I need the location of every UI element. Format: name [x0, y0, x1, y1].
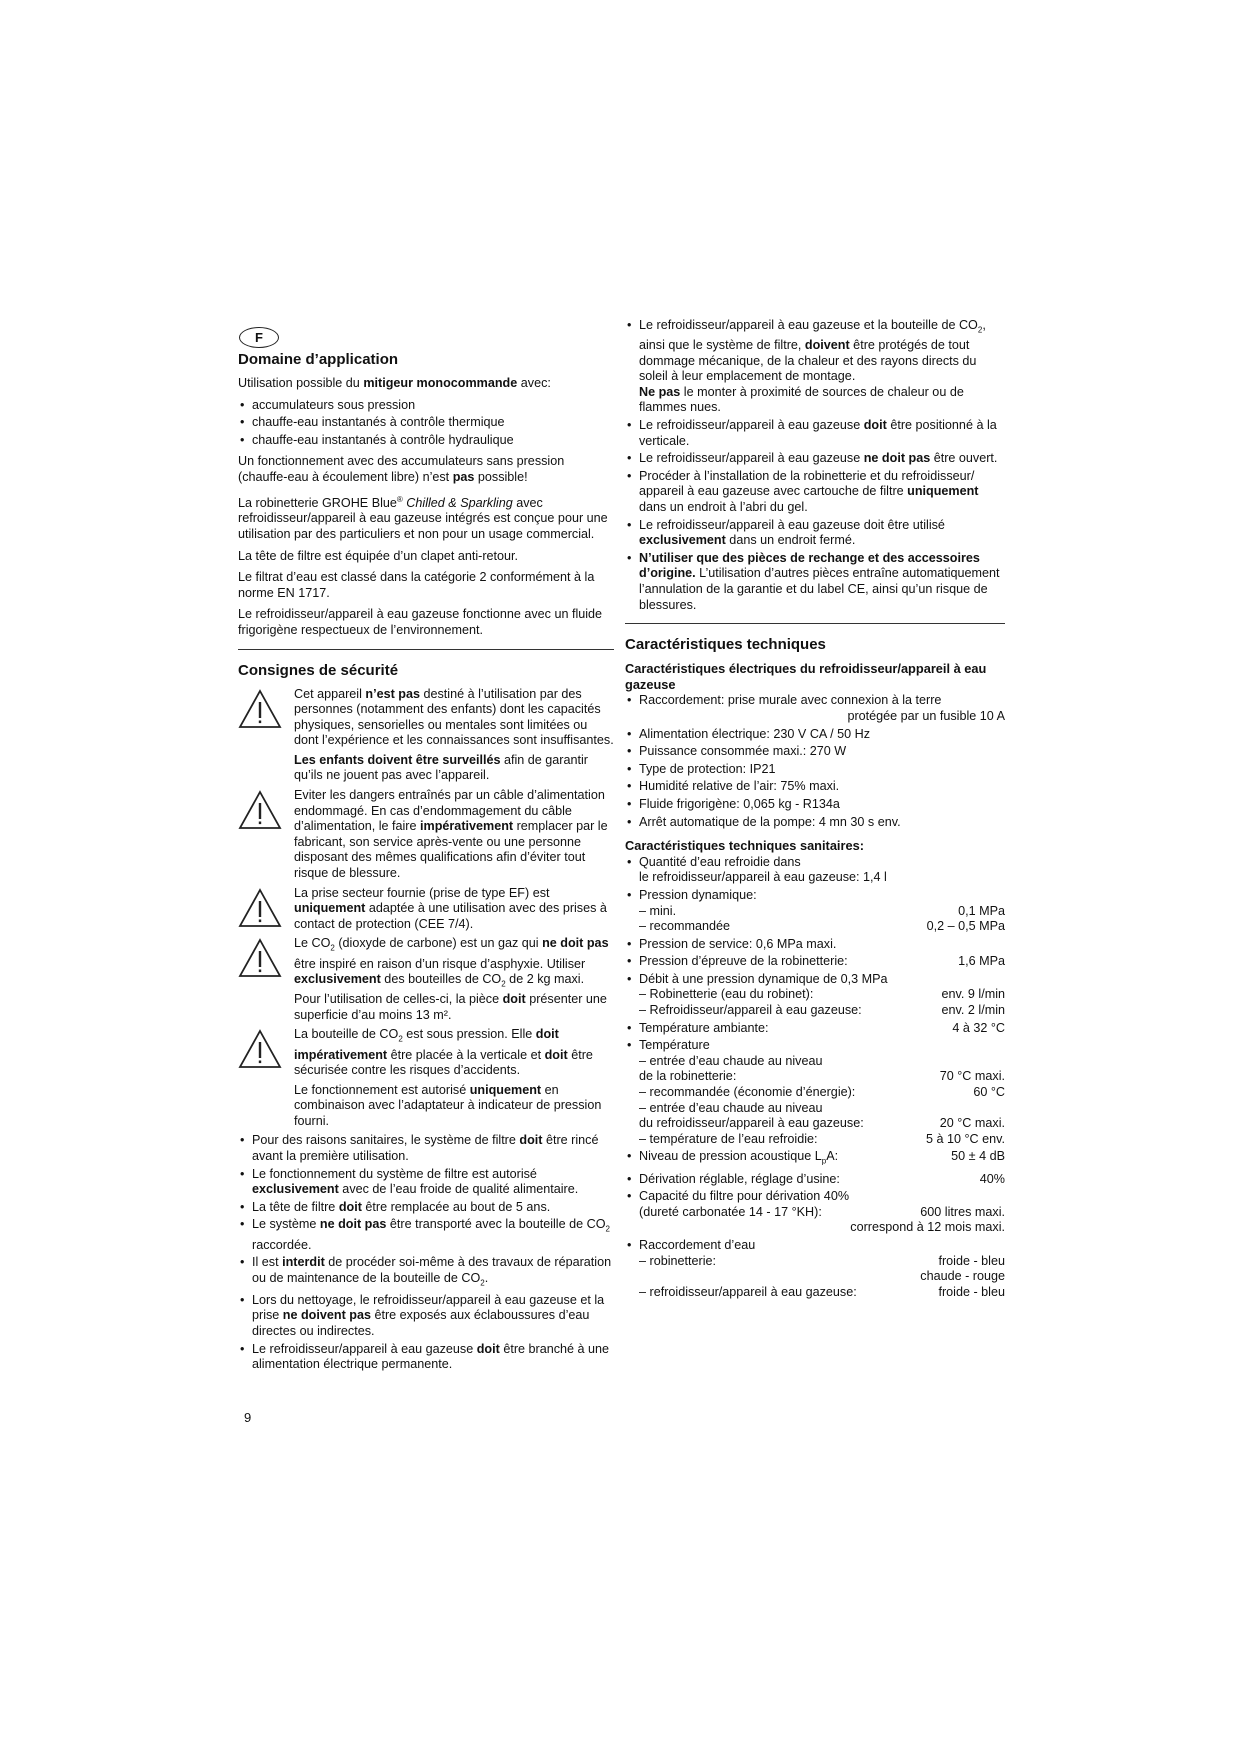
spec-item: • Pression d’épreuve de la robinetterie: 1,6 MPa: [627, 954, 1005, 969]
application-paragraph: La tête de filtre est équipée d’un clapet anti-retour.: [238, 548, 519, 563]
application-bullets: [238, 398, 614, 449]
language-badge: F: [239, 327, 279, 348]
warning-block: La bouteille de $CO_2$ est sous pression. Elle doit impérativement être placée à la verticale et doit être sécurisée contre les risques d’accidents.: [238, 1027, 614, 1078]
safety-bullets: [238, 1133, 614, 1372]
spec-item: • Température – entrée d’eau chaude au niveau de la robinetterie: 70 °C maxi. – recommandée (économie d’énergie): 60 °C – entrée d’eau chaude au niveau du refroidisseur/appareil à eau gazeuse: 20 °C maxi. – température de l’eau refroidie: 5 à 10 °C env.: [627, 1038, 1005, 1146]
warning-icon: [238, 888, 282, 928]
warning-icon: [238, 790, 282, 830]
list-item: • La tête de filtre doit être remplacée au bout de 5 ans.: [238, 1200, 614, 1216]
list-item: • chauffe-eau instantanés à contrôle thermique: [238, 415, 614, 431]
list-item: • Procéder à l’installation de la robinetterie et du refroidisseur/ appareil à eau gazeuse avec cartouche de filtre uniquement dans un endroit à l’abri du gel.: [625, 469, 1005, 516]
warning-text: Le fonctionnement est autorisé uniquement en combinaison avec l’adaptateur à indicateur de pression fourni.: [294, 1082, 602, 1128]
spec-item: • Type de protection: IP21: [627, 761, 776, 776]
list-item: • Pour des raisons sanitaires, le système de filtre doit être rincé avant la première utilisation.: [238, 1133, 614, 1164]
section-divider: [625, 623, 1005, 624]
list-item: • Le refroidisseur/appareil à eau gazeuse doit être utilisé exclusivement dans un endroit fermé.: [625, 518, 1005, 549]
safety-bullets-continued: [625, 318, 1005, 613]
spec-item: • Arrêt automatique de la pompe: 4 mn 30 s env.: [627, 814, 901, 829]
sanitary-title: Caractéristiques techniques sanitaires:: [625, 838, 864, 854]
spec-item: • Raccordement d’eau – robinetterie: froide - bleu chaude - rouge – refroidisseur/appareil à eau gazeuse: froide - bleu: [627, 1237, 1005, 1299]
list-item: • Il est interdit de procéder soi-même à des travaux de réparation ou de maintenance de la bouteille de $CO_2$.: [238, 1255, 614, 1291]
list-item: • Le système ne doit pas être transporté avec la bouteille de $CO_2$ raccordée.: [238, 1217, 614, 1253]
warning-block: Le $CO_2$ (dioxyde de carbone) est un gaz qui ne doit pas être inspiré en raison d’un risque d’asphyxie. Utiliser exclusivement des bouteilles de $CO_2$ de 2 kg maxi. Pour l’utilisation de celles-ci, la pièce doit présenter une superficie d’au moins 13 m².: [238, 936, 614, 1023]
list-item: • chauffe-eau instantanés à contrôle hydraulique: [238, 433, 614, 449]
right-column: [625, 318, 1005, 1302]
warning-icon: [238, 689, 282, 729]
elec-title: Caractéristiques électriques du refroidisseur/appareil à eau gazeuse: [625, 661, 987, 692]
spec-item: • Raccordement: prise murale avec connexion à la terre protégée par un fusible 10 A: [627, 693, 1005, 723]
spec-item: • Capacité du filtre pour dérivation 40% (dureté carbonatée 14 - 17 °KH): 600 litres maxi. correspond à 12 mois maxi.: [627, 1189, 1005, 1235]
list-item: • Le refroidisseur/appareil à eau gazeuse ne doit pas être ouvert.: [625, 451, 1005, 467]
warning-text: Les enfants doivent être surveillés afin de garantir qu’ils ne jouent pas avec l’appareil.: [294, 752, 588, 783]
spec-item: • Dérivation réglable, réglage d’usine: 40%: [627, 1171, 1005, 1186]
application-paragraph: La robinetterie GROHE Blue® Chilled & Sparkling avec refroidisseur/appareil à eau gazeuse intégrés est conçue pour une utilisation par des particuliers et non pour un usage commercial.: [238, 494, 608, 541]
spec-item: • Température ambiante: 4 à 32 °C: [627, 1020, 1005, 1035]
application-paragraph: Un fonctionnement avec des accumulateurs sans pression (chauffe-eau à écoulement libre) n’est pas possible!: [238, 454, 565, 484]
warning-icon: [238, 938, 282, 978]
left-column: [238, 327, 614, 1379]
spec-item: • Quantité d’eau refroidie dans le refroidisseur/appareil à eau gazeuse: 1,4 l: [627, 854, 887, 885]
application-paragraph: Le refroidisseur/appareil à eau gazeuse fonctionne avec un fluide frigorigène respectueux de l’environnement.: [238, 607, 603, 637]
list-item: • Le refroidisseur/appareil à eau gazeuse doit être branché à une alimentation électrique permanente.: [238, 1342, 614, 1373]
list-item: • Le refroidisseur/appareil à eau gazeuse et la bouteille de $CO_2$, ainsi que le système de filtre, doivent être protégés de tout dommage mécanique, de la chaleur et des rayons directs du soleil à leur emplacement de montage. Ne pas le monter à proximité de sources de chaleur ou de flammes nues.: [625, 318, 1005, 416]
list-item: • N’utiliser que des pièces de rechange et des accessoires d’origine. L’utilisation d’autres pièces entraîne automatiquement l’annulation de la garantie et du label CE, ainsi qu’un risque de blessures.: [625, 551, 1005, 613]
warning-block: La prise secteur fournie (prise de type EF) est uniquement adaptée à une utilisation avec des prises à contact de protection (CEE 7/4).: [238, 886, 614, 933]
section-divider: [238, 649, 614, 650]
spec-item: • Pression de service: 0,6 MPa maxi.: [627, 936, 837, 951]
warning-block: Cet appareil n’est pas destiné à l’utilisation par des personnes (notamment des enfants) dont les capacités physiques, sensorielles ou mentales sont limitées ou dont l’expérience et les connaissances sont insuffisantes.: [238, 687, 614, 749]
list-item: • Le fonctionnement du système de filtre est autorisé exclusivement avec de l’eau froide de qualité alimentaire.: [238, 1167, 614, 1198]
warning-block: Eviter les dangers entraînés par un câble d’alimentation endommagé. En cas d’endommagement du câble d’alimentation, le faire impérativement remplacer par le fabricant, son service après-vente ou une personne disposant des mêmes qualifications afin d’éviter tout risque de blessure.: [238, 788, 614, 882]
spec-item: • Fluide frigorigène: 0,065 kg - R134a: [627, 796, 840, 811]
spec-item: • Débit à une pression dynamique de 0,3 MPa – Robinetterie (eau du robinet): env. 9 l/min – Refroidisseur/appareil à eau gazeuse: env. 2 l/min: [627, 971, 1005, 1018]
safety-title: Consignes de sécurité: [238, 661, 399, 679]
warning-icon: [238, 1029, 282, 1069]
list-item: • accumulateurs sous pression: [238, 398, 614, 414]
tech-title: Caractéristiques techniques: [625, 636, 826, 654]
spec-item: • Humidité relative de l’air: 75% maxi.: [627, 779, 840, 794]
application-intro: Utilisation possible du mitigeur monocommande avec:: [238, 376, 551, 390]
application-title: Domaine d’application: [238, 351, 399, 368]
spec-item: • Puissance consommée maxi.: 270 W: [627, 744, 847, 759]
list-item: • Lors du nettoyage, le refroidisseur/appareil à eau gazeuse et la prise ne doivent pas être exposés aux éclaboussures d’eau directes ou indirectes.: [238, 1293, 614, 1340]
application-paragraph: Le filtrat d’eau est classé dans la catégorie 2 conformément à la norme EN 1717.: [238, 570, 595, 600]
list-item: • Le refroidisseur/appareil à eau gazeuse doit être positionné à la verticale.: [625, 418, 1005, 449]
spec-item: • Alimentation électrique: 230 V CA / 50 Hz: [627, 726, 871, 741]
page-number: 9: [244, 1410, 252, 1425]
spec-item: • Niveau de pression acoustique $L_pA$: 50 ± 4 dB: [627, 1149, 1005, 1166]
spec-item: • Pression dynamique: – mini. 0,1 MPa – recommandée 0,2 – 0,5 MPa: [627, 887, 1005, 934]
